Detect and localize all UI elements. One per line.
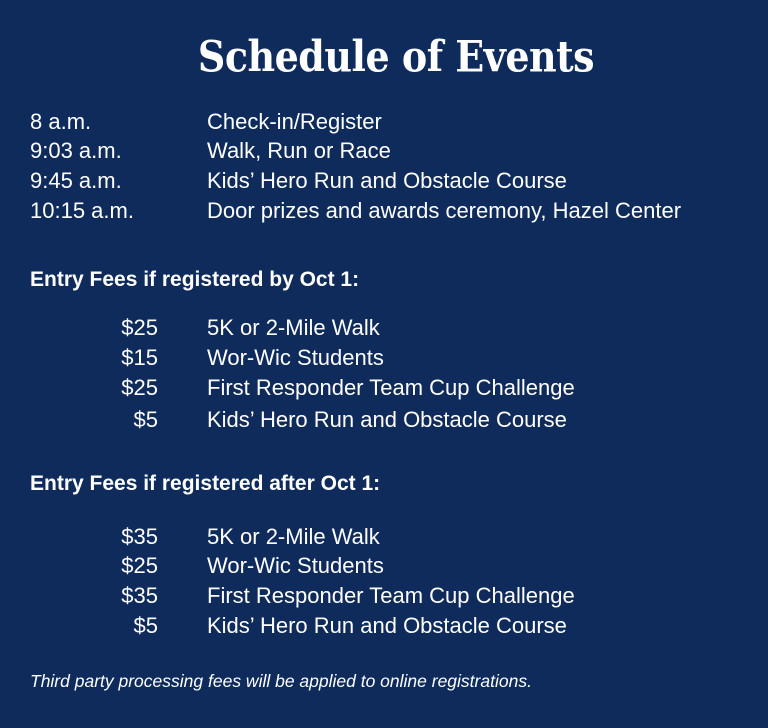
fee-label: 5K or 2-Mile Walk	[207, 315, 380, 340]
schedule-event: Check-in/Register	[207, 109, 382, 134]
schedule-time: 9:03 a.m.	[30, 138, 122, 163]
page-title: Schedule of Events	[197, 31, 595, 82]
schedule-time: 10:15 a.m.	[30, 198, 134, 223]
schedule-time: 9:45 a.m.	[30, 168, 122, 193]
fees-before-heading: Entry Fees if registered by Oct 1:	[30, 268, 360, 291]
fee-label: First Responder Team Cup Challenge	[207, 583, 575, 608]
schedule-event: Door prizes and awards ceremony, Hazel Center	[207, 198, 682, 223]
fee-amount: $35	[121, 583, 158, 608]
fee-label: First Responder Team Cup Challenge	[207, 375, 575, 400]
fee-amount: $25	[121, 553, 158, 578]
fee-row	[0, 522, 768, 552]
fee-label: Wor-Wic Students	[207, 345, 384, 370]
fee-row	[0, 581, 768, 611]
fee-row	[0, 405, 768, 435]
fee-row	[0, 343, 768, 373]
fee-label: 5K or 2-Mile Walk	[207, 524, 380, 549]
fee-row	[0, 313, 768, 343]
fee-amount: $25	[121, 375, 158, 400]
fee-amount: $5	[133, 407, 158, 432]
fee-amount: $5	[133, 613, 158, 638]
schedule-event: Walk, Run or Race	[207, 138, 391, 163]
fee-amount: $25	[121, 315, 158, 340]
fee-row	[0, 611, 768, 641]
fees-after-heading: Entry Fees if registered after Oct 1:	[30, 472, 381, 495]
schedule-time: 8 a.m.	[30, 109, 92, 134]
processing-fee-note: Third party processing fees will be applied to online registrations.	[30, 671, 532, 691]
fee-amount: $15	[121, 345, 158, 370]
fee-label: Kids’ Hero Run and Obstacle Course	[207, 613, 567, 638]
fee-label: Wor-Wic Students	[207, 553, 384, 578]
fee-row	[0, 551, 768, 581]
fee-row	[0, 373, 768, 403]
fee-label: Kids’ Hero Run and Obstacle Course	[207, 407, 567, 432]
fee-amount: $35	[121, 524, 158, 549]
schedule-event: Kids’ Hero Run and Obstacle Course	[207, 168, 567, 193]
